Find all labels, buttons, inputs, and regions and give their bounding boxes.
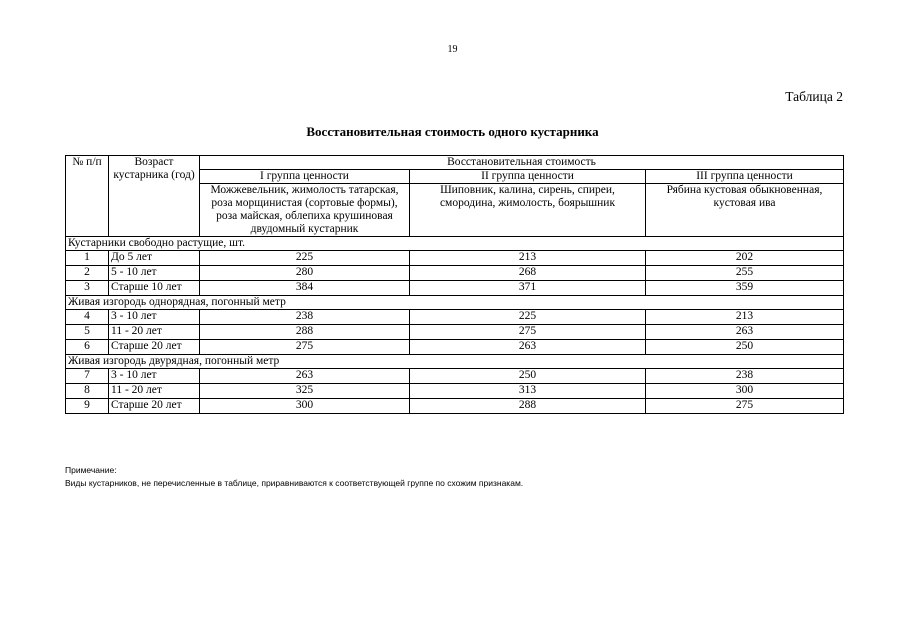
row-group-1: 325 [200,384,410,399]
header-age: Возраст кустарника (год) [109,156,200,237]
row-group-1: 263 [200,369,410,384]
row-age: До 5 лет [109,251,200,266]
row-group-1: 225 [200,251,410,266]
row-group-2: 213 [410,251,646,266]
note-block [65,464,523,490]
cost-table [65,155,844,414]
row-age: Старше 10 лет [109,281,200,296]
row-group-2: 275 [410,325,646,340]
header-cost: Восстановительная стоимость [200,156,844,170]
table-row [66,399,844,414]
row-group-3: 359 [646,281,844,296]
row-num: 8 [66,384,109,399]
table-row [66,251,844,266]
row-group-2: 250 [410,369,646,384]
header-num: № п/п [66,156,109,237]
page-number: 19 [447,44,458,55]
row-group-1: 384 [200,281,410,296]
row-num: 6 [66,340,109,355]
table-row [66,369,844,384]
row-group-3: 255 [646,266,844,281]
header-species-2: Шиповник, калина, сирень, спиреи, смородина, жимолость, боярышник [410,184,646,237]
table-row [66,340,844,355]
table-title: Восстановительная стоимость одного кустарника [306,124,599,139]
row-group-3: 263 [646,325,844,340]
row-age: 5 - 10 лет [109,266,200,281]
row-group-3: 300 [646,384,844,399]
section-title: Живая изгородь двурядная, погонный метр [66,355,844,369]
row-group-2: 225 [410,310,646,325]
header-group-2: II группа ценности [410,170,646,184]
row-num: 5 [66,325,109,340]
table-row [66,266,844,281]
header-species-3: Рябина кустовая обыкновенная, кустовая ива [646,184,844,237]
row-group-2: 268 [410,266,646,281]
table-row [66,310,844,325]
row-num: 2 [66,266,109,281]
row-group-1: 275 [200,340,410,355]
row-group-1: 288 [200,325,410,340]
table-row [66,325,844,340]
row-group-2: 371 [410,281,646,296]
row-group-3: 213 [646,310,844,325]
row-age: 11 - 20 лет [109,384,200,399]
row-group-3: 275 [646,399,844,414]
row-group-1: 300 [200,399,410,414]
row-age: Старше 20 лет [109,340,200,355]
section-title: Живая изгородь однорядная, погонный метр [66,296,844,310]
row-group-2: 263 [410,340,646,355]
row-group-1: 238 [200,310,410,325]
header-species-1: Можжевельник, жимолость татарская, роза морщинистая (сортовые формы), роза майская, облепиха крушиновая двудомный кустарник [200,184,410,237]
table-caption: Таблица 2 [785,89,843,104]
table-row [66,384,844,399]
row-num: 7 [66,369,109,384]
section-title: Кустарники свободно растущие, шт. [66,237,844,251]
row-age: 3 - 10 лет [109,310,200,325]
row-age: 3 - 10 лет [109,369,200,384]
row-group-3: 202 [646,251,844,266]
row-num: 4 [66,310,109,325]
header-group-3: III группа ценности [646,170,844,184]
table-row [66,281,844,296]
row-num: 3 [66,281,109,296]
row-age: Старше 20 лет [109,399,200,414]
row-num: 9 [66,399,109,414]
row-group-3: 238 [646,369,844,384]
row-group-1: 280 [200,266,410,281]
row-group-2: 313 [410,384,646,399]
header-group-1: I группа ценности [200,170,410,184]
row-group-2: 288 [410,399,646,414]
note-label: Примечание: [65,465,117,475]
row-group-3: 250 [646,340,844,355]
row-num: 1 [66,251,109,266]
note-text: Виды кустарников, не перечисленные в таблице, приравниваются к соответствующей группе по схожим признакам. [65,478,524,488]
row-age: 11 - 20 лет [109,325,200,340]
